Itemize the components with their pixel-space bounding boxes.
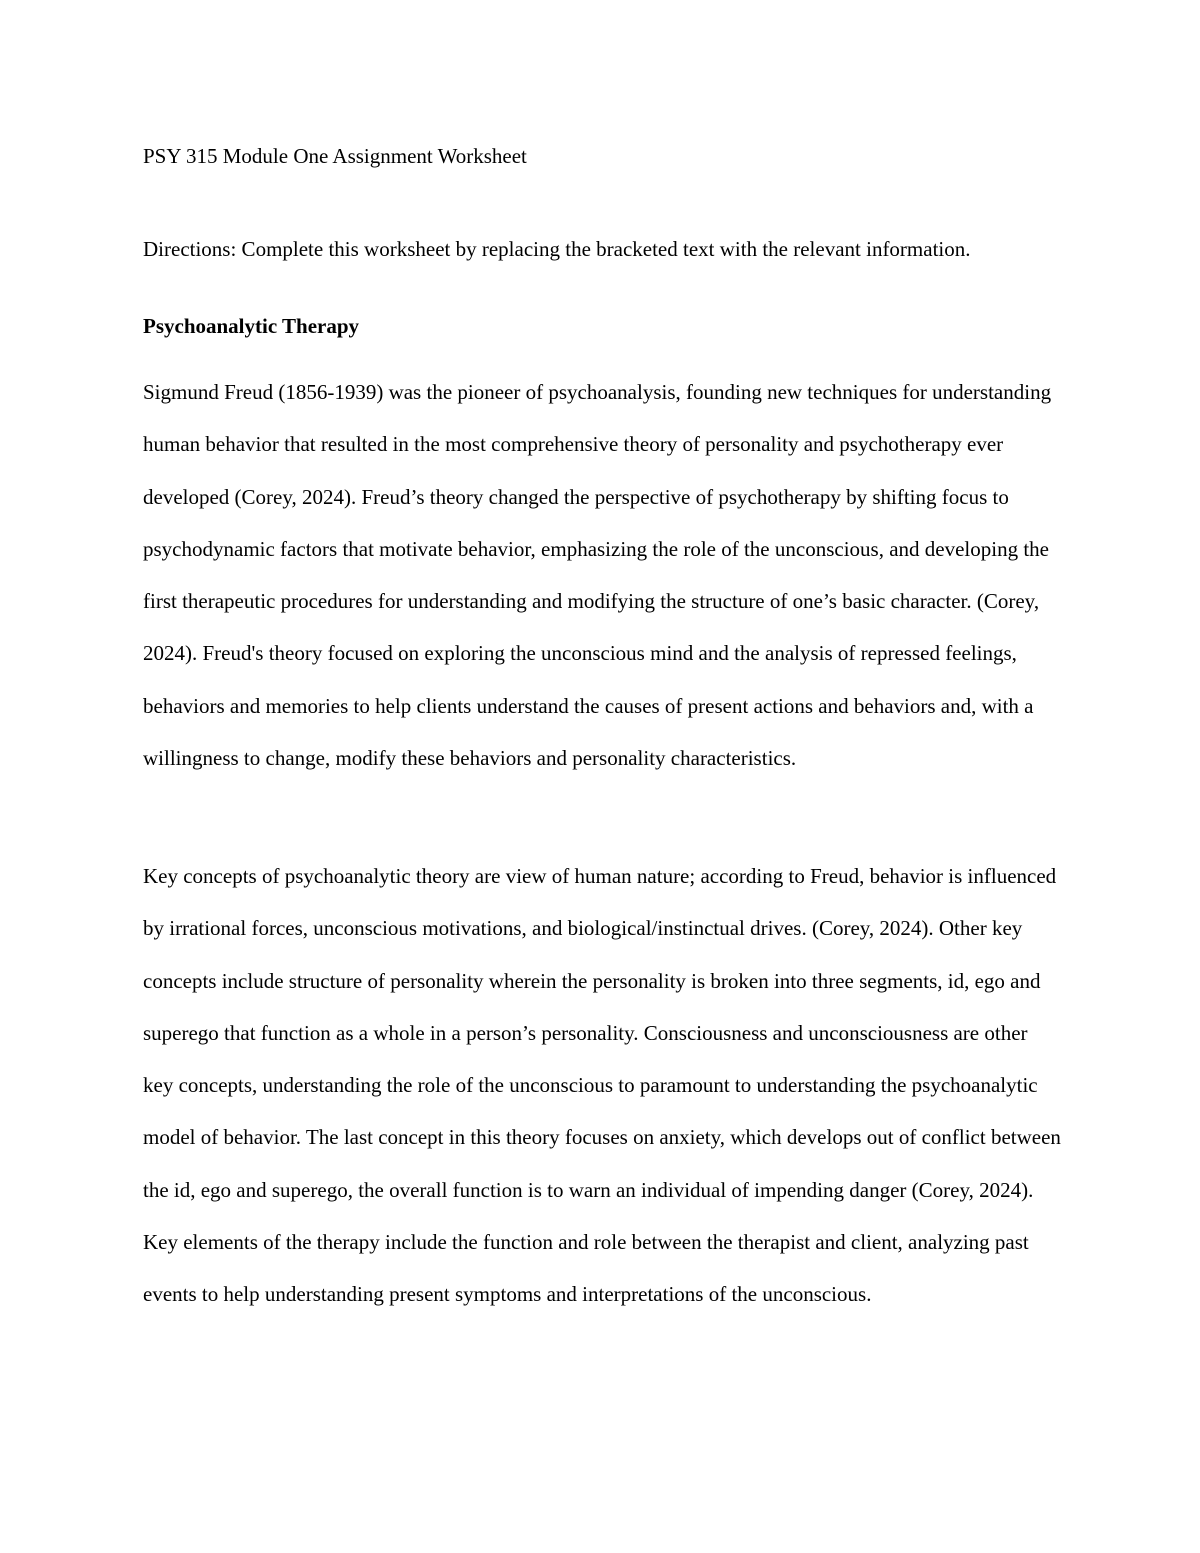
document-title: PSY 315 Module One Assignment Worksheet: [143, 144, 527, 168]
body-paragraph: Key concepts of psychoanalytic theory are view of human nature; according to Freud, behavior is influenced by irrational forces, unconscious motivations, and biological/instinctual drives. (Corey, 2024). Other key concepts include structure of personality wherein the personality is broken into three segments, id, ego and superego that function as a whole in a person’s personality. Consciousness and unconsciousness are other key concepts, understanding the role of the unconscious to paramount to understanding the psychoanalytic model of behavior. The last concept in this theory focuses on anxiety, which develops out of conflict between the id, ego and superego, the overall function is to warn an individual of impending danger (Corey, 2024). Key elements of the therapy include the function and role between the therapist and client, analyzing past events to help understanding present symptoms and interpretations of the unconscious.: [143, 864, 1061, 1307]
section-heading: Psychoanalytic Therapy: [143, 314, 360, 338]
directions-text: Directions: Complete this worksheet by replacing the bracketed text with the relevant information.: [143, 237, 971, 261]
body-paragraph: Sigmund Freud (1856-1939) was the pioneer of psychoanalysis, founding new techniques for understanding human behavior that resulted in the most comprehensive theory of personality and psychotherapy ever developed (Corey, 2024). Freud’s theory changed the perspective of psychotherapy by shifting focus to psychodynamic factors that motivate behavior, emphasizing the role of the unconscious, and developing the first therapeutic procedures for understanding and modifying the structure of one’s basic character. (Corey, 2024). Freud's theory focused on exploring the unconscious mind and the analysis of repressed feelings, behaviors and memories to help clients understand the causes of present actions and behaviors and, with a willingness to change, modify these behaviors and personality characteristics.: [143, 380, 1052, 771]
